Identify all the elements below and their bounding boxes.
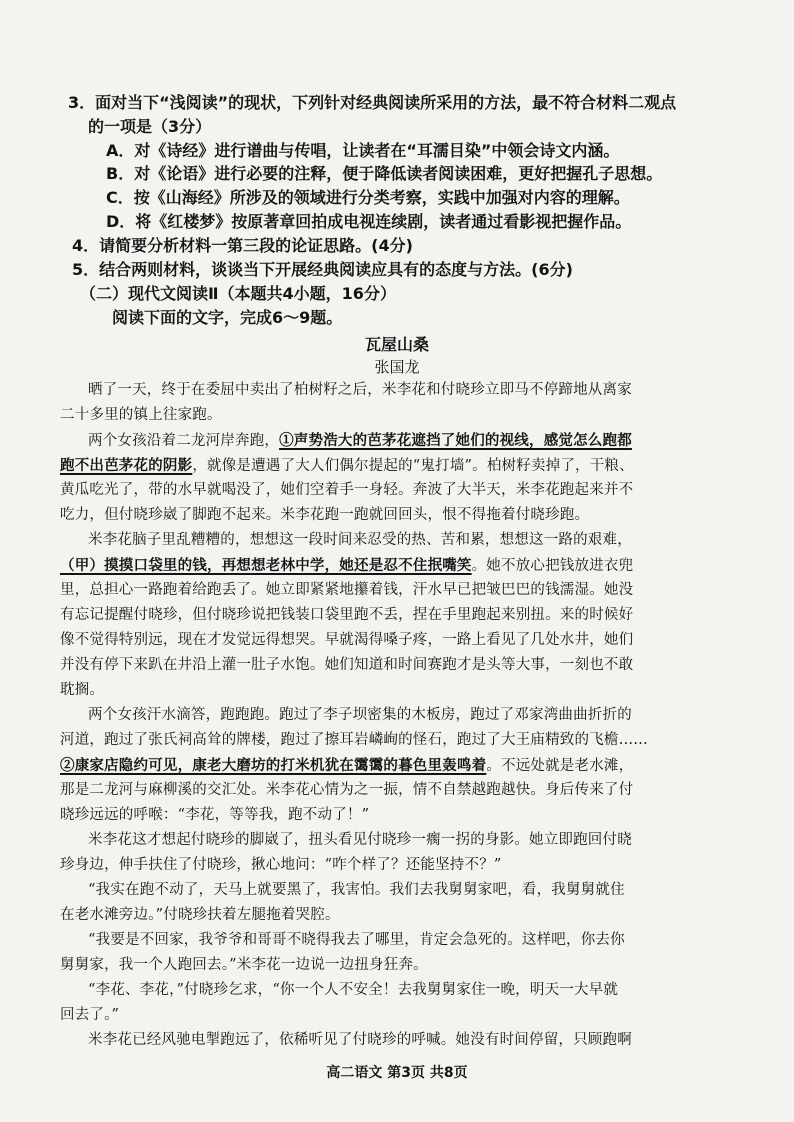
underlined-sentence-jia: （甲）摸摸口袋里的钱，再想想老林中学，她还是忍不住抿嘴笑 — [60, 557, 472, 574]
question-4: 4．请简要分析材料一第三段的论证思路。(4分) — [72, 236, 413, 255]
para7-line2: 舅舅家，我一个人跑回去。”米李花一边说一边扭身狂奔。 — [60, 957, 428, 973]
section-heading: （二）现代文阅读Ⅱ（本题共4小题，16分） — [80, 284, 396, 303]
underlined-sentence-1-end: 跑不出芭茅花的阴影 — [60, 457, 193, 474]
para2-line1-text: 两个女孩沿着二龙河岸奔跑， — [88, 433, 280, 449]
para7-line1: “我要是不回家，我爷爷和哥哥不晓得我去了哪里，肯定会急死的。这样吧，你去你 — [88, 932, 625, 948]
underlined-sentence-2: ②康家店隐约可见，康老大磨坊的打米机犹在霭霭的暮色里轰鸣着 — [60, 757, 487, 774]
para2-line1 — [88, 430, 632, 452]
para8-line1: “李花、李花，”付晓珍乞求，“你一个人不安全！去我舅舅家住一晚，明天一大早就 — [88, 982, 619, 998]
para3-line6: 并没有停下来趴在井沿上灌一肚子水饱。她们知道和时间赛跑才是头等大事，一刻也不敢 — [60, 657, 634, 673]
para3-line5: 像不觉得特别远，现在才发觉远得想哭。早就渴得嗓子疼，一路上看见了几处水井，她们 — [60, 632, 634, 648]
question-3-stem-line1: 3．面对当下“浅阅读”的现状，下列针对经典阅读所采用的方法，最不符合材料二观点 — [68, 93, 677, 112]
para6-line2: 在老水滩旁边。”付晓珍扶着左腿拖着哭腔。 — [60, 907, 340, 923]
para4-line2: 河道，跑过了张氏祠高耸的牌楼，跑过了擦耳岩嶙峋的怪石，跑过了大王庙精致的飞檐…… — [60, 732, 648, 748]
para3-line4: 有忘记提醒付晓珍，但付晓珍说把钱装口袋里跑不丢，捏在手里跑起来别扭。来的时候好 — [60, 607, 634, 623]
para3-line2-text: 。她不放心把钱放进衣兜 — [471, 558, 634, 574]
para1-line2: 二十多里的镇上往家跑。 — [60, 407, 222, 423]
para4-line5: 晓珍远远的呼喉：“李花，等等我，跑不动了！” — [60, 807, 370, 823]
para1-line1: 晒了一天，终于在委屈中卖出了柏树籽之后，米李花和付晓珍立即马不停蹄地从离家 — [88, 382, 632, 398]
para5-line1: 米李花这才想起付晓珍的脚崴了，扭头看见付晓珍一瘸一拐的身影。她立即跑回付晓 — [88, 832, 632, 848]
para4-line3 — [60, 755, 633, 777]
para4-line4: 那是二龙河与麻柳溪的交汇处。米李花心情为之一振，情不自禁越跑越快。身后传来了付 — [60, 782, 634, 798]
page-footer: 高二语文 第3页 共8页 — [326, 1065, 468, 1081]
para2-line3: 黄瓜吃光了，带的水早就喝没了，她们空着手一身轻。奔波了大半天，米李花跑起来并不 — [60, 482, 634, 498]
question-3-option-b: B．对《论语》进行必要的注释，便于降低读者阅读困难，更好把握孔子思想。 — [106, 164, 663, 183]
para9-line1: 米李花已经风驰电掣跑远了，依稀听见了付晓珍的呼喊。她没有时间停留，只顾跑啊 — [88, 1032, 632, 1048]
para3-line1: 米李花脑子里乱糟糟的，想想这一段时间来忍受的热、苦和累，想想这一路的艰难， — [88, 532, 632, 548]
para8-line2: 回去了。” — [60, 1007, 120, 1023]
para2-line2-text: ，就像是遭遇了大人们偶尔提起的“鬼打墙”。柏树籽卖掉了，干粮、 — [192, 458, 634, 474]
question-5: 5．结合两则材料，谈谈当下开展经典阅读应具有的态度与方法。(6分) — [72, 260, 573, 279]
para4-line1: 两个女孩汗水滴答，跑跑跑。跑过了李子坝密集的木板房，跑过了邓家湾曲曲折折的 — [88, 707, 632, 723]
para3-line7: 耽搁。 — [60, 682, 105, 698]
passage-title: 瓦屋山桑 — [364, 335, 429, 354]
question-3-option-a: A．对《诗经》进行谱曲与传唱，让读者在“耳濡目染”中领会诗文内涵。 — [106, 141, 620, 160]
para2-line2 — [60, 455, 634, 477]
question-3-option-d: D．将《红楼梦》按原著章回拍成电视连续剧，读者通过看影视把握作品。 — [106, 212, 632, 231]
question-3-option-c: C．按《山海经》所涉及的领域进行分类考察，实践中加强对内容的理解。 — [106, 188, 630, 207]
section-instruction: 阅读下面的文字，完成6～9题。 — [112, 308, 343, 327]
para6-line1: “我实在跑不动了，天马上就要黑了，我害怕。我们去我舅舅家吧，看，我舅舅就住 — [88, 882, 625, 898]
para3-line2 — [60, 555, 633, 577]
question-3-stem-line2: 的一项是（3分） — [88, 117, 212, 136]
para2-line4: 吃力，但付晓珍崴了脚跑不起来。米李花跑一跑就回回头，恨不得拖着付晓珍跑。 — [60, 507, 590, 523]
para3-line3: 里，总担心一路跑着给跑丢了。她立即紧紧地攥着钱，汗水早已把皱巴巴的钱濡湿。她没 — [60, 582, 634, 598]
para5-line2: 珍身边，伸手扶住了付晓珍，揪心地问：“咋个样了？还能坚持不？” — [60, 857, 502, 873]
para4-line3-text: 。不远处就是老水滩， — [486, 758, 634, 774]
underlined-sentence-1: ①声势浩大的芭茅花遮挡了她们的视线，感觉怎么跑都 — [279, 432, 632, 449]
passage-author: 张国龙 — [374, 358, 420, 376]
